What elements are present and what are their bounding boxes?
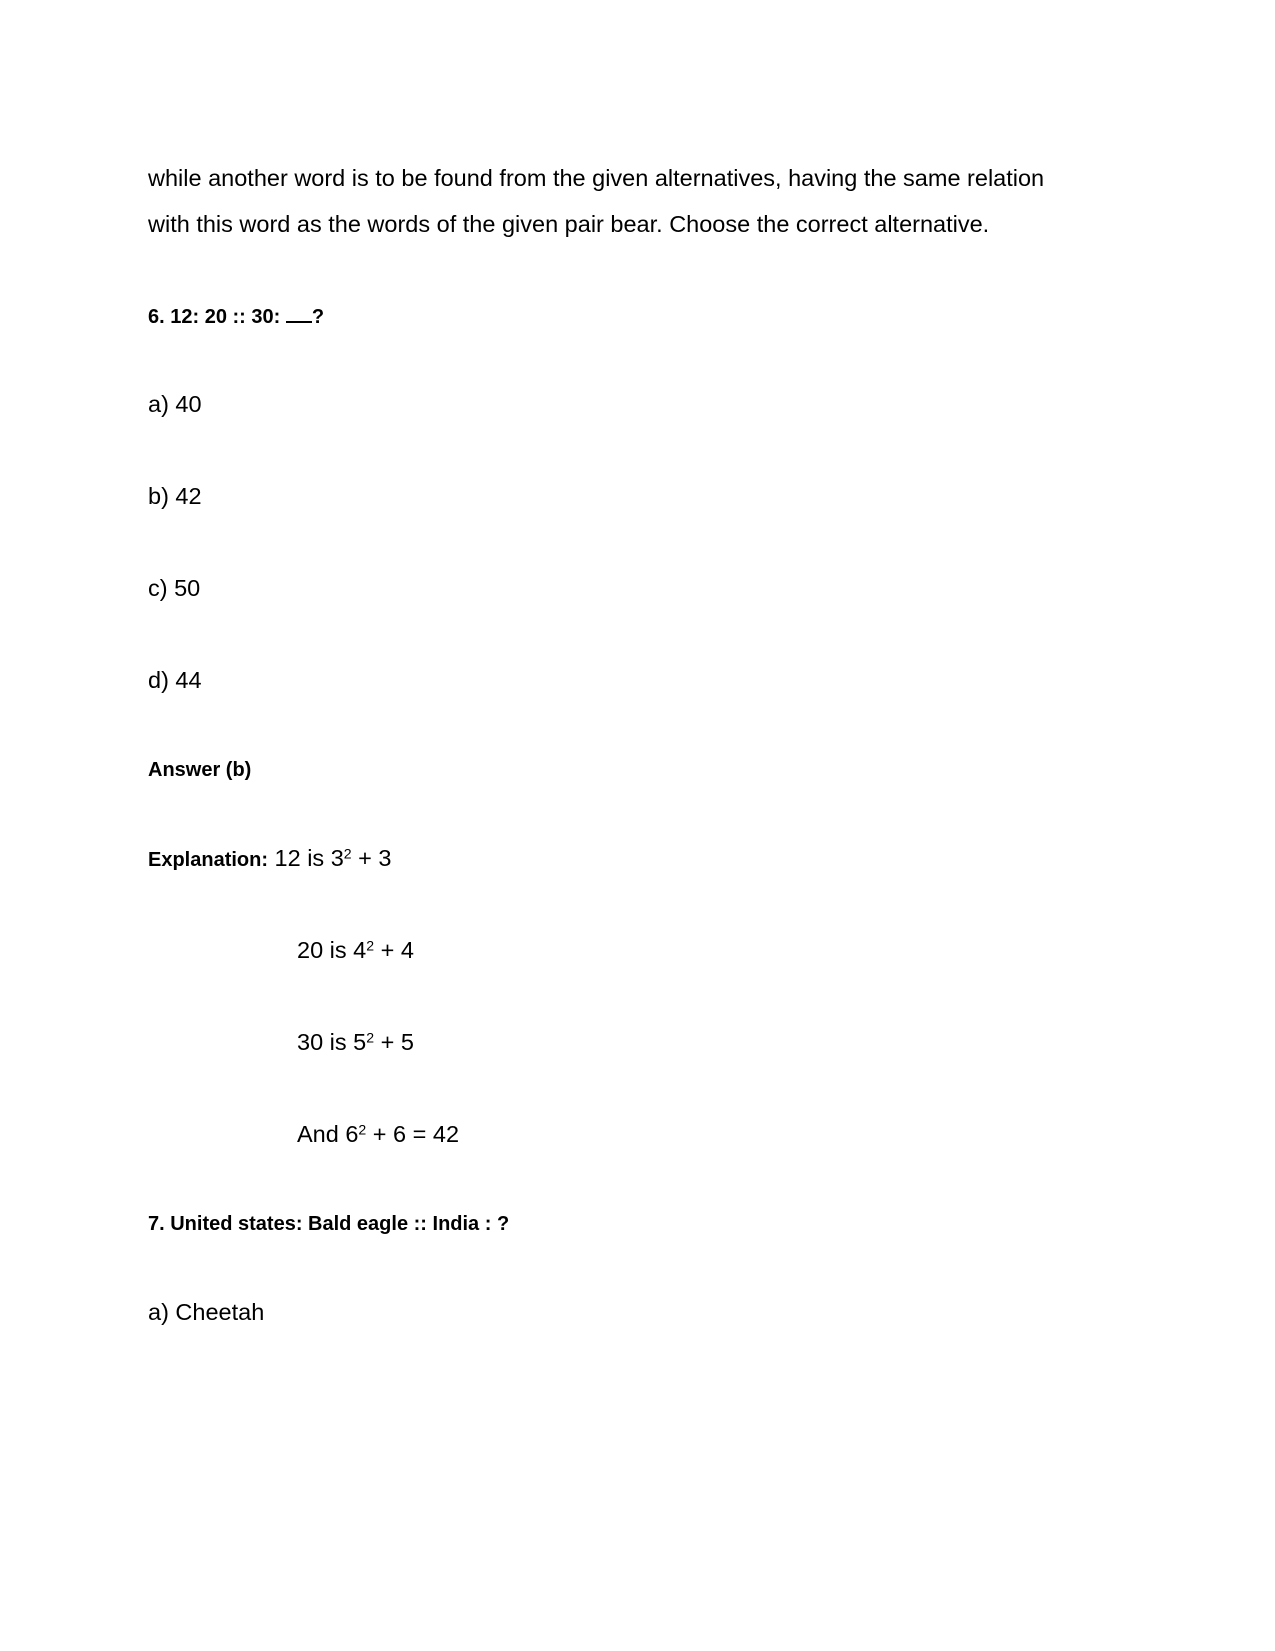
explanation-label: Explanation:	[148, 849, 269, 871]
q6-option-a: a) 40	[148, 391, 202, 417]
q6-explanation-step-2: 20 is $4^2 + 4$	[297, 937, 414, 963]
q6-option-d: d) 44	[148, 667, 202, 693]
q6-explanation-step-3: 30 is $5^2 + 5$	[297, 1029, 414, 1055]
answer-blank	[286, 305, 312, 323]
q7-option-a: a) Cheetah	[148, 1299, 265, 1325]
q6-answer: Answer (b)	[148, 759, 252, 781]
intro-line-2: with this word as the words of the given pair bear. Choose the correct alternative.	[148, 211, 990, 237]
question-7: 7. United states: Bald eagle :: India : ?	[148, 1213, 510, 1235]
question-6: 6. 12: 20 :: 30: ?	[148, 306, 325, 328]
q6-explanation-step-4: And $6^2 + 6 = 42$	[297, 1121, 460, 1147]
intro-line-1: while another word is to be found from the given alternatives, having the same relation	[148, 165, 1045, 191]
q6-explanation-step-1: Explanation: 12 is $3^2 + 3$	[148, 845, 392, 871]
q6-option-b: b) 42	[148, 483, 202, 509]
q6-option-c: c) 50	[148, 575, 201, 601]
